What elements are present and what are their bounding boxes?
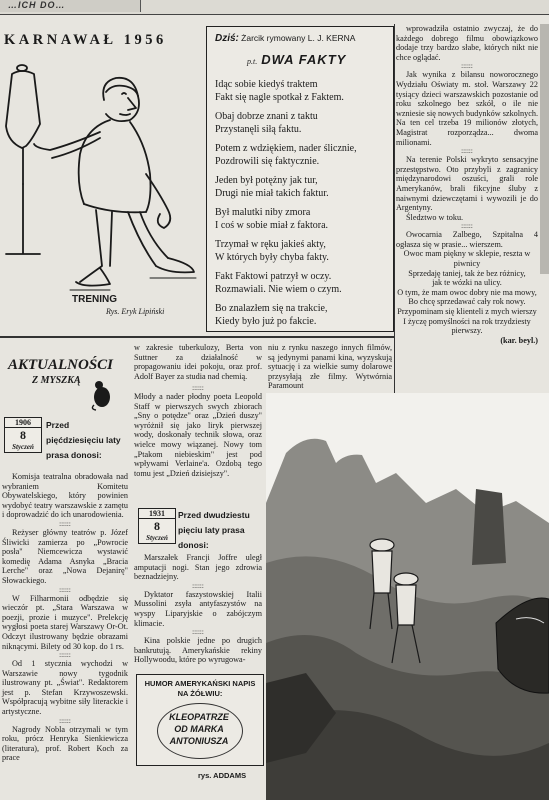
karnawal-caption: TRENING bbox=[72, 294, 117, 305]
article-paragraph: Komisja teatralna obradowała nad wybraniem Komitetu Obywatelskiego, który powinien wydobyć teatry warszawskie z zamętu i doprowadzić do ich unarodowienia. bbox=[2, 472, 128, 520]
poem-line: Przystanęli siłą faktu. bbox=[215, 123, 302, 135]
paragraph-separator: :::::: bbox=[59, 651, 71, 660]
paragraph-separator: :::::: bbox=[59, 585, 71, 594]
dancer-illustration bbox=[0, 54, 205, 306]
poem-line: Fakt Faktowi patrzył w oczy. bbox=[215, 271, 332, 282]
right-paragraph: O tym, że mam owoc dobry nie ma mowy, bbox=[397, 287, 537, 297]
poem-subtitle-prefix: p.t. bbox=[247, 57, 258, 66]
date-box-1906 bbox=[4, 417, 42, 453]
sign-line: OD MARKA bbox=[174, 724, 224, 734]
explorer-turtle-cartoon bbox=[266, 393, 549, 800]
poem-title: DWA FAKTY bbox=[261, 52, 347, 67]
vertical-rule bbox=[394, 24, 395, 394]
poem-intro bbox=[215, 33, 391, 44]
poem-line: Fakt się nagle spotkał z Faktem. bbox=[215, 91, 344, 103]
paragraph-separator: :::::: bbox=[192, 628, 204, 637]
date-box-1931 bbox=[138, 508, 176, 544]
turtle-ad-credit: rys. ADDAMS bbox=[198, 771, 247, 780]
paragraph-separator: :::::: bbox=[461, 62, 473, 71]
date-box-1931-day: 8 bbox=[154, 519, 160, 533]
poem-stanza bbox=[215, 79, 391, 104]
aktualnosci-col3-top: niu z rynku naszego innych filmów, są jedynymi panami kina, wyzyskują sytuację i za wielkie sumy dolarowe przysyłają złe filmy. Wytwórnia Paramount bbox=[268, 343, 392, 391]
poem-box bbox=[206, 26, 394, 332]
paragraph-separator: :::::: bbox=[461, 222, 473, 231]
poem-line: Jeden był potężny jak tur, bbox=[215, 175, 318, 186]
aktualnosci-col2-mid: Młody a nader płodny poeta Leopold Staff w pierwszych swych zbiorach „Sny o potędze" oraz „Dzień duszy" wyróżnił się jako liryk pierwszej wody, doskonały technik słowa, oraz wielce mowy wiązanej. Nowy tom „Ptakom niebieskim" jest pod wpływami Verlaine'a. Ozdobą tego tomu jest „Dzień dzisiejszy". bbox=[134, 392, 262, 478]
poem-stanza bbox=[215, 239, 391, 264]
date-box-1931-month: Styczeń bbox=[146, 534, 168, 542]
date-box-1906-year: 1906 bbox=[5, 418, 41, 428]
right-top-column bbox=[396, 24, 538, 345]
right-paragraph: Owoc mam piękny w sklepie, reszta w piwnicy bbox=[403, 249, 531, 269]
poem-stanza bbox=[215, 143, 391, 168]
karnawal-panel bbox=[0, 16, 205, 331]
poem-line: Bo znalazłem się na trakcie, bbox=[215, 303, 328, 314]
aktualnosci-subtitle: Z MYSZKĄ bbox=[32, 375, 81, 386]
box2-heading: Przed dwudziestu pięciu laty prasa donosi: bbox=[178, 510, 250, 550]
right-paragraph: Przypominam się klienteli z mych wierszy bbox=[397, 307, 537, 317]
right-paragraph: Śledztwo w toku. bbox=[406, 212, 464, 222]
paragraph-separator: :::::: bbox=[461, 147, 473, 156]
top-strip bbox=[0, 0, 549, 15]
poem-line: Trzymał w ręku jakieś akty, bbox=[215, 239, 326, 250]
section-divider bbox=[0, 336, 394, 338]
right-paragraph: (kar. beyl.) bbox=[500, 335, 538, 345]
karnawal-credit: Rys. Eryk Lipiński bbox=[106, 307, 165, 316]
mouse-icon bbox=[88, 379, 114, 411]
poem-stanza bbox=[215, 271, 391, 296]
aktualnosci-header bbox=[4, 343, 132, 413]
article-paragraph: Marszałek Francji Joffre uległ amputacji nogi. Stan jego zdrowia beznadziejny. bbox=[134, 553, 262, 582]
poem-stanzas bbox=[215, 79, 391, 335]
sign-line: ANTONIUSZA bbox=[169, 736, 229, 746]
aktualnosci-col2-bottom bbox=[134, 553, 262, 665]
poem-title-row bbox=[247, 51, 346, 69]
paragraph-separator: :::::: bbox=[59, 519, 71, 528]
date-box-1931-year: 1931 bbox=[139, 509, 175, 519]
date-box-1906-month: Styczeń bbox=[12, 443, 34, 451]
aktualnosci-col1 bbox=[2, 472, 128, 763]
poem-stanza bbox=[215, 111, 391, 136]
poem-line: Kiedy było już po fakcie. bbox=[215, 315, 317, 327]
poem-line: W których były chyba fakty. bbox=[215, 251, 329, 263]
article-paragraph: Reżyser główny teatrów p. Józef Śliwicki zamierza po „Powrocie posła" Niemcewicza wystawić komedię Adama Asnyka „Bracia Lerche" oraz „Nowa Dejanirę" Słowackiego. bbox=[2, 527, 128, 585]
right-paragraph: Na terenie Polski wykryto sensacyjne przestępstwo. Oto przybyli z zagranicy międzynarodowi oszuści, grali role Amerykanów, brali fikcyjne śluby z naiwnymi dziewczętami i wywozili je do Argentyny. bbox=[396, 155, 538, 213]
paragraph-separator: :::::: bbox=[59, 716, 71, 725]
article-paragraph: Nagrody Nobla otrzymali w tym roku, prócz Henryka Sienkiewicza (literatura), prof. Robert Koch za prace bbox=[2, 724, 128, 763]
poem-line: Drugi nie miał takich faktur. bbox=[215, 187, 329, 199]
poem-line: Potem z wdziękiem, nader ślicznie, bbox=[215, 143, 357, 154]
karnawal-title: KARNAWAŁ 1956 bbox=[4, 32, 167, 48]
poem-line: Był malutki niby zmora bbox=[215, 207, 311, 218]
right-paragraph: Bo chcę sprzedawać cały rok nowy. bbox=[408, 297, 526, 307]
sign-line: KLEOPATRZE bbox=[169, 712, 229, 722]
right-paragraph: Owocarnia Zalbego, Szpitalna 4 ogłasza się w prasie... wierszem. bbox=[396, 230, 538, 249]
poem-line: I coś w sobie miał z faktora. bbox=[215, 219, 329, 231]
poem-stanza bbox=[215, 303, 391, 328]
right-paragraph: Jak wynika z bilansu noworocznego Wydziału Oświaty m. stoł. Warszawy 22 tysiący dzieci warszawskich pozostanie od roku szkolnego bez szkół, o ile nie wzniesie się nowych budynków szkolnych. Na ten cel trzeba 19 milionów złotych, Magistrat rozporządza... dwoma milionami. bbox=[396, 70, 538, 147]
masthead: …ICH DO… bbox=[8, 0, 66, 10]
turtle-ad-box bbox=[136, 674, 264, 766]
poem-intro-label: Dziś: bbox=[215, 33, 239, 44]
paragraph-separator: :::::: bbox=[192, 581, 204, 590]
poem-intro-text: Żarcik rymowany L. J. KERNA bbox=[241, 33, 356, 43]
right-paragraph: jak te wózki na ulicy. bbox=[432, 278, 502, 288]
article-paragraph: W Filharmonii odbędzie się wieczór pt. „Stara Warszawa w poezji, prozie i muzyce". Prelekcję wygłosi poeta starej Warszawy Or-Ot. Odczyt ilustrowany będzie obrazami niknącymi. Bilety od 30 kop. do 1 rs. bbox=[2, 593, 128, 651]
turtle-ad-heading: HUMOR AMERYKAŃSKI NAPIS NA ŻÓŁWIU: bbox=[144, 679, 256, 698]
poem-line: Idąc sobie kiedyś traktem bbox=[215, 79, 318, 90]
turtle-sign-lines bbox=[157, 711, 241, 747]
poem-line: Pozdrowili się faktycznie. bbox=[215, 155, 320, 167]
right-paragraph: wprowadziła ostatnio zwyczaj, że do każdego dobrego filmu obowiązkowo dodaje trzy bardzo słabe, których nikt nie chce oglądać. bbox=[396, 24, 538, 62]
date-box-1906-day: 8 bbox=[20, 428, 26, 442]
box1-heading: Przed pięćdziesięciu laty prasa donosi: bbox=[46, 420, 121, 460]
poem-line: Obaj dobrze znani z taktu bbox=[215, 111, 318, 122]
article-paragraph: Kina polskie jedne po drugich bankrutują. Amerykańskie rekiny Hollywoodu, które po wyrugowa- bbox=[134, 636, 262, 665]
sep-col2: :::::: bbox=[192, 384, 204, 392]
article-paragraph: Od 1 stycznia wychodzi w Warszawie nowy tygodnik ilustrowany pt. „Świat". Redaktorem jest p. Stefan Krzywoszewski. Współpracują wybitne siły literackie i artystyczne. bbox=[2, 659, 128, 717]
poem-line: Rozmawiali. Nie wiem o czym. bbox=[215, 283, 342, 295]
right-edge-strip bbox=[540, 24, 549, 274]
aktualnosci-col2-top: w zakresie tuberkulozy, Berta von Suttner za działalność w propagowaniu idei pokoju, oraz prof. Adolf Bayer za studia nad chemią. bbox=[134, 343, 262, 381]
right-paragraph: Sprzedaję taniej, tak że bez różnicy, bbox=[408, 268, 526, 278]
article-paragraph: Dyktator faszystowskiej Italii Mussolini zsyła antyfaszystów na wyspy Liparyjskie o zabójczym klimacie. bbox=[134, 589, 262, 628]
aktualnosci-title: AKTUALNOŚCI bbox=[8, 357, 114, 373]
right-paragraph: I życzę pomyślności na rok trzydziesty pierwszy. bbox=[403, 316, 531, 336]
poem-stanza bbox=[215, 175, 391, 200]
poem-stanza bbox=[215, 207, 391, 232]
